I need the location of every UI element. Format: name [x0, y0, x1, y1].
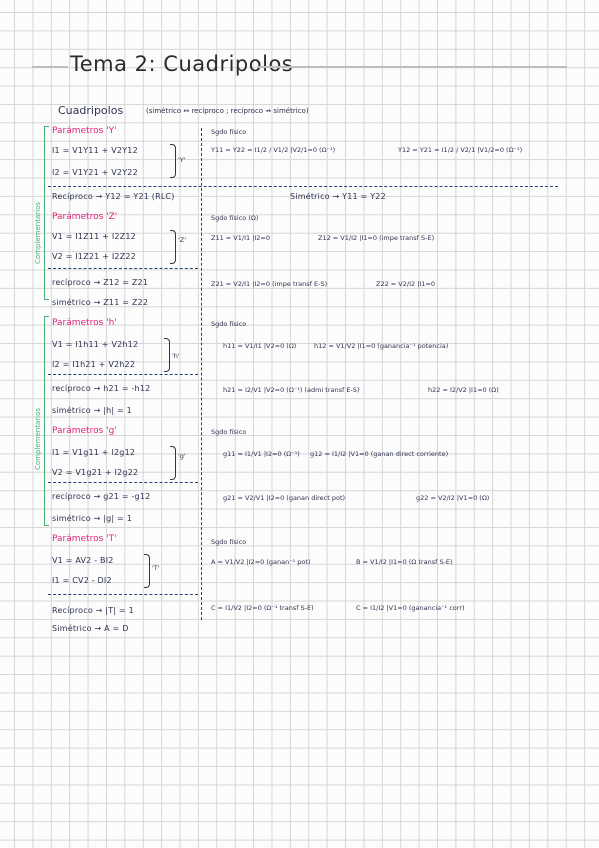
- z-sig-1: Z11 = V1/I1 |I2=0: [211, 234, 271, 242]
- h-eq1: V1 = I1h11 + V2h12: [52, 340, 139, 349]
- z-sig-3: Z21 = V2/I1 |I2=0 (impe transf E-S): [211, 280, 328, 288]
- y-symmetric: Simétrico → Y11 = Y22: [290, 192, 386, 201]
- complementarios-bracket-bottom: [44, 316, 49, 526]
- h-symmetric: simétrico → |h| = 1: [52, 406, 132, 415]
- g-heading: Parámetros 'g': [52, 426, 117, 436]
- y-sig-title: Sgdo físico: [211, 128, 247, 136]
- g-brace: [170, 446, 176, 480]
- t-eq2: I1 = CV2 - DI2: [52, 576, 112, 585]
- g-sig-4: g22 = V2/I2 |V1=0 (Ω): [416, 494, 490, 502]
- title-rule-right: [257, 66, 567, 68]
- y-sig-2: Y12 = Y21 = I1/2 / V2/1 |V1/2=0 (Ω⁻¹): [398, 146, 523, 154]
- h-sig-3: h21 = I2/V1 |V2=0 (Ω⁻¹) (admi transf E-S): [223, 386, 360, 394]
- y-brace: [170, 144, 176, 178]
- g-eq2: V2 = V1g21 + I2g22: [52, 468, 139, 477]
- t-tag: 'T': [152, 564, 160, 572]
- z-reciprocal: recíproco → Z12 = Z21: [52, 278, 149, 287]
- g-sig-1: g11 = I1/V1 |I2=0 (Ω⁻¹): [223, 450, 300, 458]
- t-sig-1: A = V1/V2 |I2=0 (ganan⁻¹ pot): [211, 558, 311, 566]
- t-sig-4: C = I1/I2 |V1=0 (ganancia⁻¹ corr): [356, 604, 465, 612]
- title-rule-left: [32, 66, 68, 68]
- page-title: Tema 2: Cuadripolos: [70, 52, 294, 76]
- y-tag: 'Y': [178, 156, 186, 164]
- g-eq-divider: [48, 482, 198, 483]
- z-eq2: V2 = I1Z21 + I2Z22: [52, 252, 136, 261]
- g-sig-3: g21 = V2/V1 |I2=0 (ganan direct pot): [223, 494, 346, 502]
- y-sig-1: Y11 = Y22 = I1/2 / V1/2 |V2/1=0 (Ω⁻¹): [211, 146, 336, 154]
- g-sig-2: g12 = I1/I2 |V1=0 (ganan direct corriente): [310, 450, 449, 458]
- y-heading: Parámetros 'Y': [52, 126, 117, 136]
- g-reciprocal: recíproco → g21 = -g12: [52, 492, 151, 501]
- t-sig-title: Sgdo físico: [211, 538, 247, 546]
- t-brace: [144, 554, 150, 588]
- t-reciprocal: Recíproco → |T| = 1: [52, 606, 134, 615]
- intro-heading: Cuadripolos: [58, 104, 124, 117]
- side-label-bottom: Complementarios: [34, 407, 42, 470]
- t-eq1: V1 = AV2 - BI2: [52, 556, 114, 565]
- t-heading: Parámetros 'T': [52, 534, 117, 544]
- t-sig-3: C = I1/V2 |I2=0 (Ω⁻¹ transf S-E): [211, 604, 314, 612]
- y-divider: [48, 186, 558, 187]
- side-label-top: Complementarios: [34, 201, 42, 264]
- g-tag: 'g': [178, 452, 186, 460]
- z-eq1: V1 = I1Z11 + I2Z12: [52, 232, 136, 241]
- z-eq-divider: [48, 268, 198, 269]
- t-sig-2: B = V1/I2 |I1=0 (Ω transf S-E): [356, 558, 453, 566]
- y-reciprocal: Recíproco → Y12 = Y21 (RLC): [52, 192, 175, 201]
- h-eq-divider: [48, 374, 198, 375]
- h-sig-2: h12 = V1/V2 |I1=0 (ganancia⁻¹ potencia): [314, 342, 449, 350]
- y-eq1: I1 = V1Y11 + V2Y12: [52, 146, 138, 155]
- h-eq2: I2 = I1h21 + V2h22: [52, 360, 136, 369]
- h-sig-1: h11 = V1/I1 |V2=0 (Ω): [223, 342, 297, 350]
- h-sig-title: Sgdo físico: [211, 320, 247, 328]
- t-symmetric: Simétrico → A = D: [52, 624, 129, 633]
- z-heading: Parámetros 'Z': [52, 212, 118, 222]
- h-brace: [164, 338, 170, 372]
- z-brace: [170, 230, 176, 264]
- y-eq2: I2 = V1Y21 + V2Y22: [52, 168, 138, 177]
- z-sig-title: Sgdo físico (Ω): [211, 214, 259, 222]
- z-symmetric: simétrico → Z11 = Z22: [52, 298, 149, 307]
- t-eq-divider: [48, 594, 198, 595]
- h-tag: 'h': [172, 352, 180, 360]
- h-sig-4: h22 = I2/V2 |I1=0 (Ω): [428, 386, 499, 394]
- g-sig-title: Sgdo físico: [211, 428, 247, 436]
- z-tag: 'Z': [178, 236, 187, 244]
- intro-note: (simétrico ↔ recíproco ; recíproco ↛ simétrico): [146, 107, 309, 115]
- h-heading: Parámetros 'h': [52, 318, 117, 328]
- column-divider: [201, 128, 202, 620]
- h-reciprocal: recíproco → h21 = -h12: [52, 384, 151, 393]
- z-sig-4: Z22 = V2/I2 |I1=0: [376, 280, 436, 288]
- complementarios-bracket-top: [44, 126, 49, 300]
- g-eq1: I1 = V1g11 + I2g12: [52, 448, 136, 457]
- z-sig-2: Z12 = V1/I2 |I1=0 (impe transf S-E): [318, 234, 435, 242]
- g-symmetric: simétrico → |g| = 1: [52, 514, 132, 523]
